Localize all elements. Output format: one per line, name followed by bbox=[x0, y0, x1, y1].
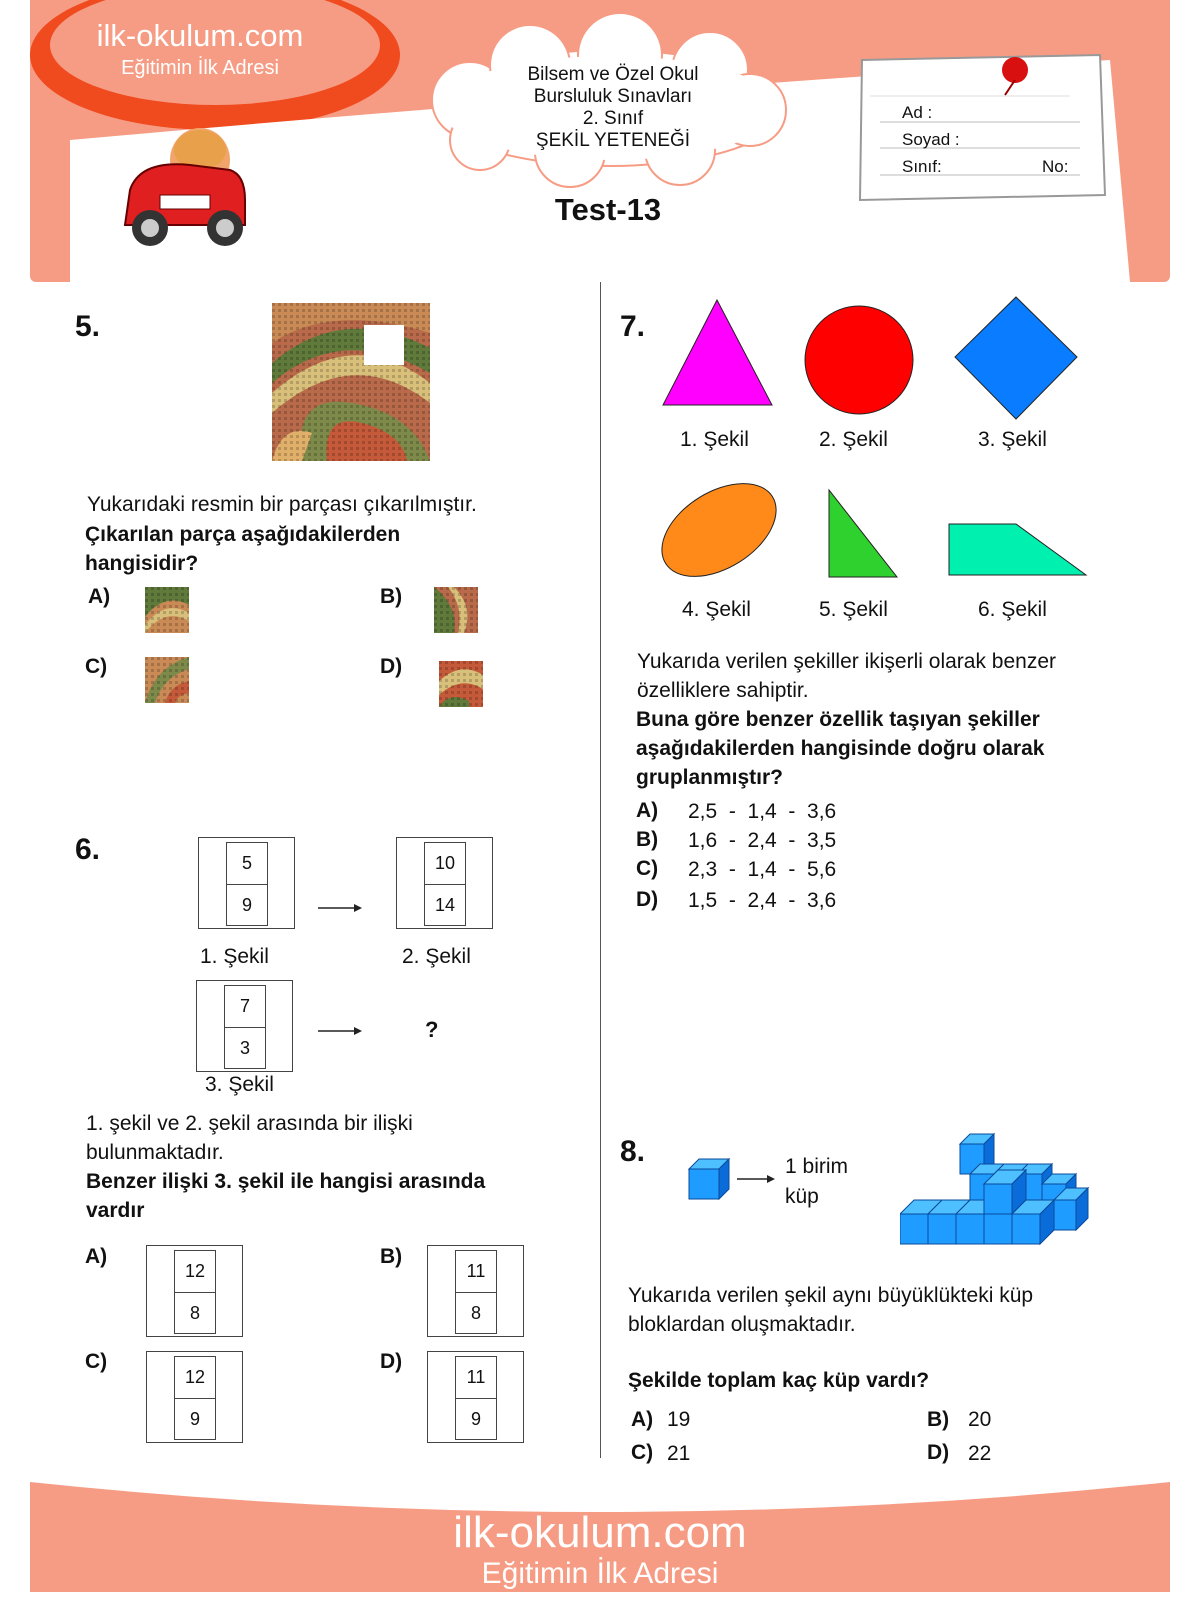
q6-option-a-letter[interactable]: A) bbox=[85, 1245, 108, 1268]
q5-option-d-tile[interactable] bbox=[439, 661, 483, 707]
q6-figure-2 bbox=[396, 837, 493, 929]
q7-text-line-1: Yukarıda verilen şekiller ikişerli olarak benzer bbox=[637, 650, 1057, 673]
q6-figure-1 bbox=[198, 837, 295, 929]
q6-figure-3 bbox=[196, 980, 293, 1072]
q6-figure-1-top: 5 bbox=[227, 843, 267, 885]
q7-triangle bbox=[663, 300, 772, 405]
q6-figure-1-label: 1. Şekil bbox=[200, 945, 269, 968]
name-field-label: Ad : bbox=[902, 103, 933, 122]
q6-option-c-letter[interactable]: C) bbox=[85, 1350, 108, 1373]
q7-option-b-letter[interactable]: B) bbox=[636, 828, 659, 851]
q6-unknown: ? bbox=[425, 1017, 439, 1042]
q7-option-d-value[interactable]: 1,5 - 2,4 - 3,6 bbox=[688, 889, 837, 912]
q7-shape-2-label: 2. Şekil bbox=[819, 428, 888, 451]
q8-cube-structure bbox=[900, 1130, 1095, 1260]
q7-shape-6-label: 6. Şekil bbox=[978, 598, 1047, 621]
q5-number: 5. bbox=[75, 310, 101, 343]
q7-option-c-value[interactable]: 2,3 - 1,4 - 5,6 bbox=[688, 858, 837, 881]
q6-option-b-letter[interactable]: B) bbox=[380, 1245, 403, 1268]
q6-figure-2-bottom: 14 bbox=[434, 895, 456, 915]
q7-number: 7. bbox=[620, 310, 646, 343]
q7-option-a-letter[interactable]: A) bbox=[636, 799, 659, 822]
q7-shape-1-label: 1. Şekil bbox=[680, 428, 749, 451]
q8-option-c-letter[interactable]: C) bbox=[631, 1441, 654, 1464]
q6-text-line-2: bulunmaktadır. bbox=[86, 1141, 224, 1164]
q7-question-line-3: gruplanmıştır? bbox=[636, 766, 784, 789]
q8-question: Şekilde toplam kaç küp vardı? bbox=[628, 1369, 930, 1392]
q8-option-a-value[interactable]: 19 bbox=[667, 1408, 691, 1431]
q7-shape-3-label: 3. Şekil bbox=[978, 428, 1047, 451]
q7-question-line-1: Buna göre benzer özellik taşıyan şekiller bbox=[636, 708, 1040, 731]
q7-option-d-letter[interactable]: D) bbox=[636, 888, 659, 911]
q5-question-line-1: Çıkarılan parça aşağıdakilerden bbox=[85, 523, 401, 546]
q6-text-line-1: 1. şekil ve 2. şekil arasında bir ilişki bbox=[86, 1112, 413, 1135]
q6-question-line-2: vardır bbox=[86, 1199, 145, 1222]
q6-question-line-1: Benzer ilişki 3. şekil ile hangisi arasında bbox=[86, 1170, 486, 1193]
q5-option-a-tile[interactable] bbox=[145, 587, 189, 633]
q8-option-b-letter[interactable]: B) bbox=[927, 1408, 950, 1431]
q5-question-line-2: hangisidir? bbox=[85, 552, 199, 575]
q7-shape-5-label: 5. Şekil bbox=[819, 598, 888, 621]
q6-arrow-2 bbox=[318, 1025, 362, 1037]
q7-text-line-2: özelliklere sahiptir. bbox=[637, 679, 809, 702]
class-field-label: Sınıf: bbox=[902, 157, 942, 176]
footer-title: ilk-okulum.com bbox=[453, 1508, 747, 1557]
q7-option-a-value[interactable]: 2,5 - 1,4 - 3,6 bbox=[688, 800, 837, 823]
q8-option-d-value[interactable]: 22 bbox=[968, 1442, 992, 1465]
q7-right-triangle bbox=[829, 490, 897, 577]
q5-option-b-letter[interactable]: B) bbox=[380, 585, 403, 608]
q7-question-line-2: aşağıdakilerden hangisinde doğru olarak bbox=[636, 737, 1045, 760]
q6-option-a-box[interactable] bbox=[146, 1245, 243, 1337]
name-card bbox=[860, 55, 1105, 200]
q6-option-d-letter[interactable]: D) bbox=[380, 1350, 403, 1373]
q7-option-c-letter[interactable]: C) bbox=[636, 857, 659, 880]
q8-text-line-2: bloklardan oluşmaktadır. bbox=[628, 1313, 856, 1336]
q6-figure-1-bottom: 9 bbox=[241, 895, 252, 915]
surname-field-label: Soyad : bbox=[902, 130, 960, 149]
q8-option-d-letter[interactable]: D) bbox=[927, 1441, 950, 1464]
q8-option-b-value[interactable]: 20 bbox=[968, 1408, 992, 1431]
q6-option-c-box[interactable] bbox=[146, 1351, 243, 1443]
q6-figure-3-label: 3. Şekil bbox=[205, 1073, 274, 1096]
cloud-line-4: ŞEKİL YETENEĞİ bbox=[535, 130, 691, 151]
q7-shapes bbox=[655, 295, 1095, 625]
q6-arrow-1 bbox=[318, 902, 362, 914]
q8-option-a-letter[interactable]: A) bbox=[631, 1408, 654, 1431]
q8-unit-label-line-2: küp bbox=[785, 1185, 819, 1208]
q6-option-b-box[interactable] bbox=[427, 1245, 524, 1337]
q6-figure-3-bottom: 3 bbox=[239, 1038, 250, 1058]
q6-option-c-bottom: 9 bbox=[189, 1409, 200, 1429]
q5-option-c-tile[interactable] bbox=[145, 657, 189, 703]
q7-ellipse bbox=[655, 464, 793, 595]
q5-option-b-tile[interactable] bbox=[434, 587, 478, 633]
footer-subtitle: Eğitimin İlk Adresi bbox=[481, 1557, 719, 1590]
q6-option-c-top: 12 bbox=[175, 1357, 215, 1399]
q8-number: 8. bbox=[620, 1135, 646, 1168]
q6-option-d-top: 11 bbox=[456, 1357, 496, 1399]
number-field-label: No: bbox=[1042, 157, 1069, 176]
q7-circle bbox=[805, 306, 913, 414]
q5-option-c-letter[interactable]: C) bbox=[85, 655, 108, 678]
cloud-line-2: Bursluluk Sınavları bbox=[533, 86, 693, 107]
cloud-line-1: Bilsem ve Özel Okul bbox=[527, 64, 699, 85]
q8-text-line-1: Yukarıda verilen şekil aynı büyüklükteki küp bbox=[628, 1284, 1034, 1307]
q5-painting bbox=[272, 303, 430, 461]
q5-option-d-letter[interactable]: D) bbox=[380, 655, 403, 678]
q5-option-a-letter[interactable]: A) bbox=[88, 585, 111, 608]
q6-option-a-top: 12 bbox=[175, 1251, 215, 1293]
q7-trapezoid bbox=[949, 524, 1086, 575]
logo-title: ilk-okulum.com bbox=[96, 18, 304, 53]
logo-subtitle: Eğitimin İlk Adresi bbox=[121, 57, 279, 79]
cloud-line-3: 2. Sınıf bbox=[582, 108, 644, 129]
q7-rhombus bbox=[955, 297, 1077, 419]
q6-figure-3-top: 7 bbox=[225, 986, 265, 1028]
q6-figure-2-top: 10 bbox=[425, 843, 465, 885]
q7-shape-4-label: 4. Şekil bbox=[682, 598, 751, 621]
column-divider bbox=[600, 282, 601, 1458]
q6-option-d-bottom: 9 bbox=[470, 1409, 481, 1429]
q6-option-b-top: 11 bbox=[456, 1251, 496, 1293]
q6-option-d-box[interactable] bbox=[427, 1351, 524, 1443]
q7-option-b-value[interactable]: 1,6 - 2,4 - 3,5 bbox=[688, 829, 837, 852]
q6-figure-2-label: 2. Şekil bbox=[402, 945, 471, 968]
cloud-text bbox=[483, 64, 743, 152]
q8-unit-label-line-1: 1 birim bbox=[785, 1155, 849, 1178]
q5-text: Yukarıdaki resmin bir parçası çıkarılmıştır. bbox=[87, 493, 477, 516]
q6-option-a-bottom: 8 bbox=[189, 1303, 200, 1323]
q6-number: 6. bbox=[75, 833, 101, 866]
test-title: Test-13 bbox=[554, 192, 662, 227]
q6-option-b-bottom: 8 bbox=[470, 1303, 481, 1323]
q8-option-c-value[interactable]: 21 bbox=[667, 1442, 691, 1465]
